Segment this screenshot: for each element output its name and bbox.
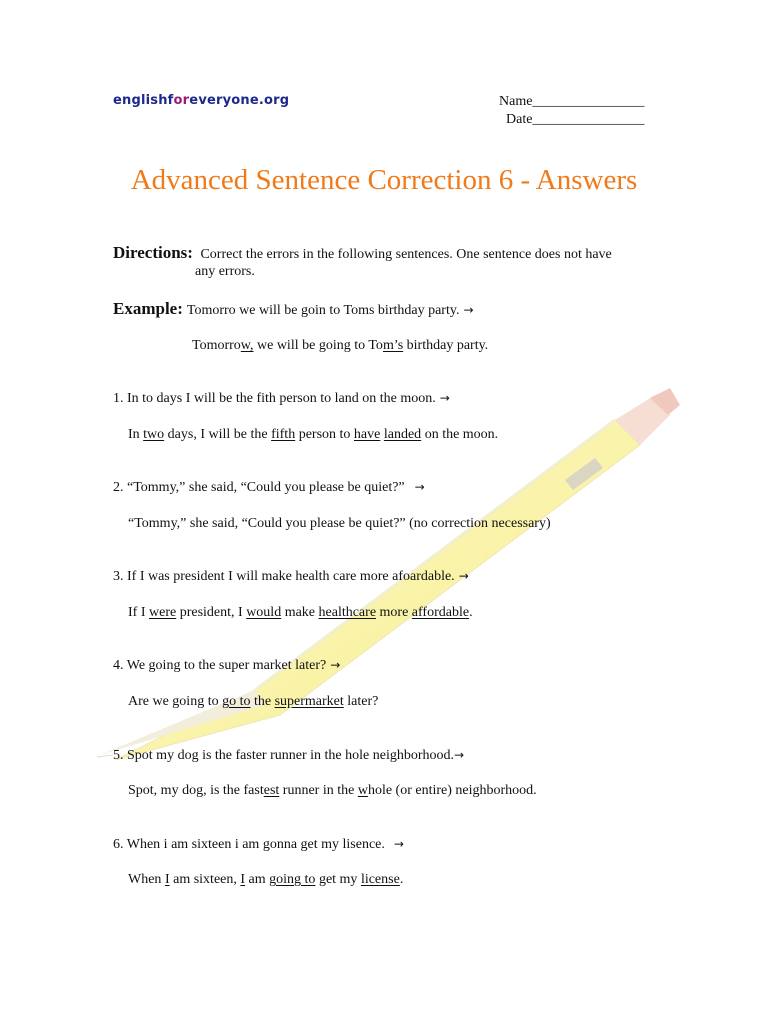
site-logo[interactable] <box>113 93 289 108</box>
directions <box>113 243 673 280</box>
answer-text: later? <box>343 694 379 709</box>
correction-text: est <box>263 783 280 798</box>
correction-text: w, <box>240 338 254 353</box>
question-4 <box>113 658 340 674</box>
question-6 <box>113 837 404 853</box>
answer-text: Tomorro <box>192 338 241 353</box>
page-title: Advanced Sentence Correction 6 - Answers <box>130 164 638 196</box>
answer-text: days, I will be the <box>164 427 272 442</box>
arrow-icon: → <box>463 303 474 317</box>
answer-5 <box>128 783 537 799</box>
arrow-icon: → <box>458 569 469 583</box>
logo-text-part3: everyone.org <box>189 93 290 108</box>
correction-text: w <box>357 783 368 798</box>
arrow-icon: → <box>454 748 465 762</box>
answer-text: Are we going to <box>128 694 223 709</box>
logo-text-part2: or <box>173 93 190 108</box>
answer-text: . <box>399 872 404 887</box>
correction-text: g <box>343 338 351 353</box>
question-4-text: 4. We going to the super market later? <box>113 658 327 673</box>
answer-text: If I <box>128 605 149 620</box>
answer-text: am <box>245 872 270 887</box>
answer-text: the <box>250 694 275 709</box>
correction-text: have <box>353 427 381 442</box>
correction-text: go to <box>222 694 251 709</box>
answer-text: In <box>128 427 144 442</box>
directions-label: Directions: <box>113 243 193 262</box>
answer-text: am sixteen, <box>169 872 241 887</box>
answer-text: person to <box>295 427 354 442</box>
answer-2 <box>128 516 551 532</box>
answer-text: “Tommy,” she said, “Could you please be quiet?” (no correction necessary) <box>128 516 551 531</box>
correction-text: affordable <box>411 605 470 620</box>
correction-text: landed <box>383 427 422 442</box>
answer-3 <box>128 605 473 621</box>
correction-text: license <box>360 872 400 887</box>
question-5 <box>113 748 464 764</box>
correction-text: two <box>143 427 165 442</box>
question-5-text: 5. Spot my dog is the faster runner in the hole neighborhood. <box>113 748 454 763</box>
answer-text: birthday party. <box>403 338 489 353</box>
correction-text: supermarket <box>274 694 344 709</box>
name-field-label: Name________________ <box>499 94 645 109</box>
arrow-icon: → <box>330 658 341 672</box>
answer-text: runner in the <box>279 783 358 798</box>
answer-text: to To <box>350 338 383 353</box>
correction-text: healthcare <box>318 605 377 620</box>
question-1-text: 1. In to days I will be the fith person to land on the moon. <box>113 391 436 406</box>
question-2 <box>113 480 425 496</box>
correction-text: would <box>246 605 282 620</box>
arrow-icon: → <box>414 480 425 494</box>
directions-line2: any errors. <box>195 264 255 279</box>
answer-text: we will be goin <box>253 338 344 353</box>
example <box>113 299 474 319</box>
correction-text: I <box>240 872 246 887</box>
question-3-text: 3. If I was president I will make health care more afoardable. <box>113 569 455 584</box>
answer-text: on the moon. <box>421 427 499 442</box>
correction-text: going to <box>269 872 316 887</box>
answer-text: hole (or entire) neighborhood. <box>367 783 537 798</box>
logo-text-part1: englishf <box>113 93 174 108</box>
example-label: Example: <box>113 299 183 318</box>
answer-text: make <box>281 605 319 620</box>
question-2-text: 2. “Tommy,” she said, “Could you please be quiet?” <box>113 480 405 495</box>
answer-text: president, I <box>176 605 247 620</box>
arrow-icon: → <box>439 391 450 405</box>
question-1 <box>113 391 450 407</box>
correction-text: were <box>149 605 177 620</box>
answer-text: Spot, my dog, is the fast <box>128 783 264 798</box>
example-sentence: Tomorro we will be goin to Toms birthday party. <box>186 303 460 318</box>
date-field-label: Date________________ <box>506 112 645 127</box>
question-3 <box>113 569 469 585</box>
arrow-icon: → <box>393 837 404 851</box>
name-date-block <box>499 93 644 129</box>
answer-1 <box>128 427 498 443</box>
answer-4 <box>128 694 378 710</box>
correction-text: fifth <box>271 427 296 442</box>
answer-text: more <box>376 605 412 620</box>
answer-text: When <box>128 872 165 887</box>
answer-text: . <box>469 605 473 620</box>
example-answer <box>192 338 488 354</box>
correction-text: I <box>164 872 170 887</box>
question-6-text: 6. When i am sixteen i am gonna get my lisence. <box>113 837 385 852</box>
correction-text: m’s <box>382 338 404 353</box>
answer-6 <box>128 872 403 888</box>
answer-text: get my <box>315 872 361 887</box>
directions-line1: Correct the errors in the following sentences. One sentence does not have <box>200 247 612 262</box>
